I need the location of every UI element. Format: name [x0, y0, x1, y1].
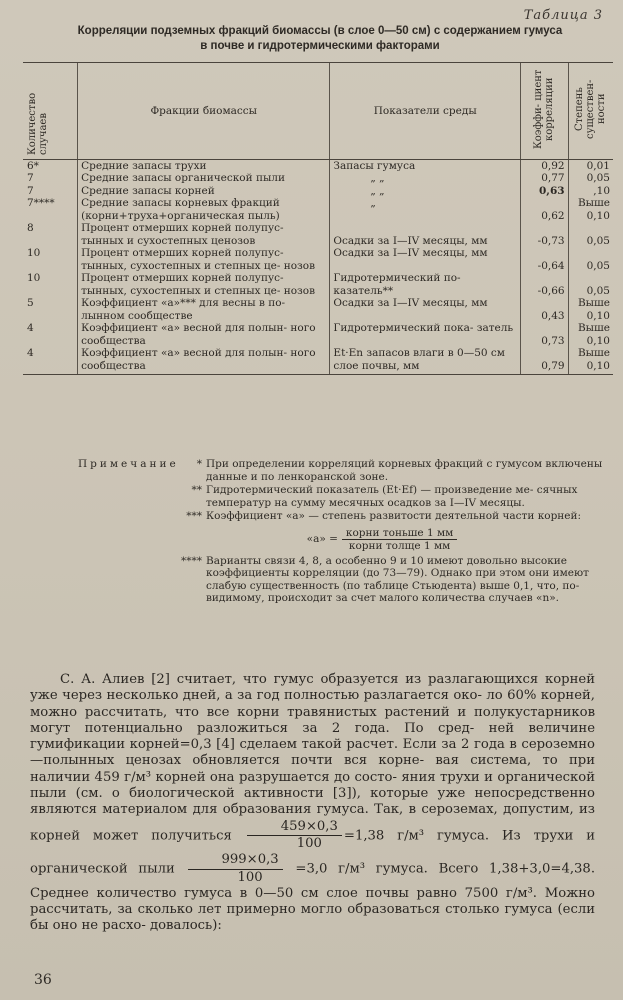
table-row: 4 Коэффициент «a» весной для полын- ного сообщества Et·En запасов влаги в 0—50 см слое почвы, мм 0,79 Выше 0,10 — [23, 347, 613, 375]
fraction-roots: $\frac{459\times 0,3}{100}$ — [247, 819, 342, 853]
header-cases: Количество случаев — [23, 63, 78, 160]
note-4: **** Варианты связи 4, 8, а особенно 9 и 10 имеют довольно высокие коэффициенты корреляции (до 73—79). Однако при этом они имеют слабую существенность (по таблице Стьюдента) выше 0,1, что, по-видимому, происходит за счет малого количества случаев «n». — [181, 554, 589, 604]
table-row: 7 Средние запасы органической пыли „ „ 0,77 0,05 — [23, 172, 613, 185]
fraction-dust: $\frac{999\times 0,3}{100}$ — [188, 852, 283, 886]
table-row: 10 Процент отмерших корней полупус- тынных, сухостепных и степных це- нозов Гидротермический по- казатель** -0,66 0,05 — [23, 272, 613, 297]
table-row: 5 Коэффициент «a»*** для весны в по- лынном сообществе Осадки за I—IV месяцы, мм 0,43 Выше 0,10 — [23, 297, 613, 322]
table-title — [30, 24, 610, 54]
table-row: 10 Процент отмерших корней полупус- тынных, сухостепных и степных це- нозов Осадки за I—IV месяцы, мм -0,64 0,05 — [23, 247, 613, 272]
header-env: Показатели среды — [330, 63, 521, 160]
header-fractions: Фракции биомассы — [78, 63, 330, 160]
table-row: 6* Средние запасы трухи Запасы гумуса 0,92 0,01 — [23, 159, 613, 172]
header-coef: Коэффи- циент корреляции — [521, 63, 569, 160]
note-3: *** Коэффициент «a» — степень развитости деятельной части корней: «a» = $\frac{\text{корни тоньше 1 мм}}{\text{корни толще 1 мм}}$ — [78, 510, 618, 553]
correlation-table — [23, 62, 613, 375]
table-row: 4 Коэффициент «a» весной для полын- ного сообщества Гидротермический пока- затель 0,73 Выше 0,10 — [23, 322, 613, 347]
table-notes — [78, 458, 618, 606]
notes-label: Примечание — [78, 458, 179, 470]
note-1: Примечание * При определении корреляций корневых фракций с гумусом включены данные и по ленкоранской зоне. — [78, 458, 603, 483]
header-sig: Степень существен- ности — [568, 63, 613, 160]
note-2: ** Гидротермический показатель (Et·Ef) — произведение ме- сячных температур на сумму месячных осадков за I—IV месяцы. — [191, 484, 578, 509]
paragraph: С. А. Алиев [2] считает, что гумус образуется из разлагающихся корней уже через несколько дней, а за год полностью разлагается око- ло 60% корней, можно рассчитать, что все корни травянистых растений и полукустарников могут потенциально разложиться за 2 года. По сред- ней величине гумификации корней=0,3 [4] сделаем такой расчет. Если за 2 года в сероземно—полынных ценозах обновляется почти вся корне- вая система, то при наличии 459 г/м³ корней она разрушается до состо- яния трухи и органической пыли (см. о биологической активности [3]), которые уже непосредственно являются материалом для образования гумуса. Так, в сероземах, допустим, из корней может получиться $\frac{459\times 0,3}{100}$ =1,38 г/м³ гумуса. Из трухи и органической пыли $\frac{999\times 0,3}{100}$ =3,0 г/м³ гумуса. Всего 1,38+3,0=4,38. Среднее количество гумуса в 0—50 см слое почвы равно 7500 г/м³. Можно рассчитать, за сколько лет примерно могло образоваться столько гумуса (если бы оно не расхо- довалось): — [30, 672, 596, 934]
table-row: 7**** Средние запасы корневых фракций (корни+труха+органическая пыль) „ 0,62 Выше 0,10 — [23, 197, 613, 222]
page-number: 36 — [34, 972, 52, 988]
title-line-1: Корреляции подземных фракций биомассы (в слое 0—50 см) с содержанием гумуса — [77, 25, 563, 37]
body-text — [30, 672, 595, 935]
table-row: 7 Средние запасы корней „ „ 0,63 ,10 — [23, 185, 613, 198]
formula-a: «a» = $\frac{\text{корни тоньше 1 мм}}{\text{корни толще 1 мм}}$ — [146, 527, 618, 553]
table-number: Таблица 3 — [523, 8, 603, 23]
title-line-2: в почве и гидротермическими факторами — [200, 40, 440, 52]
table-header-row — [23, 63, 613, 160]
table-row: 8 Процент отмерших корней полупус- тынных и сухостепных ценозов Осадки за I—IV месяцы, мм -0,73 0,05 — [23, 222, 613, 247]
